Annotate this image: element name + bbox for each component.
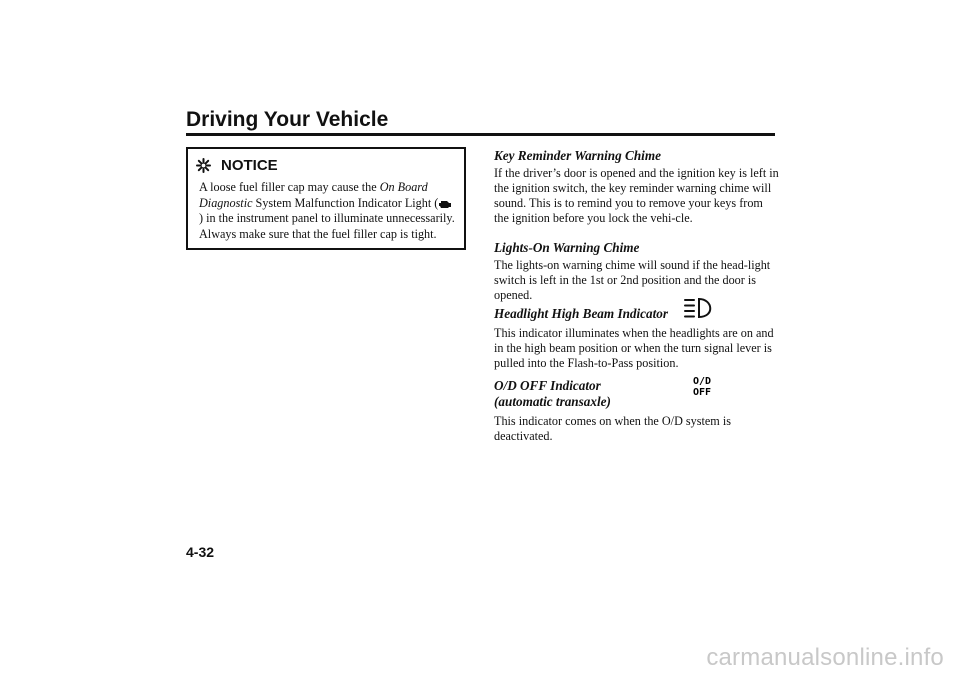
od-off-icon bbox=[692, 375, 712, 397]
notice-text-suffix: ) in the instrument panel to illuminate unnecessarily. Always make sure that the fuel filler cap is tight. bbox=[199, 211, 455, 241]
section-key-reminder bbox=[494, 148, 779, 226]
page-title: Driving Your Vehicle bbox=[186, 108, 389, 131]
notice-star-icon bbox=[196, 158, 211, 173]
notice-box bbox=[186, 147, 466, 250]
section-body: If the driver’s door is opened and the ignition key is left in the ignition switch, the key reminder warning chime will sound. This is to remind you to remove your keys from the ignition before you lock the vehi-cle. bbox=[494, 166, 779, 225]
section-body: This indicator comes on when the O/D system is deactivated. bbox=[494, 414, 731, 443]
high-beam-icon bbox=[683, 297, 717, 319]
notice-header bbox=[196, 157, 278, 174]
section-title-line1: O/D OFF Indicator bbox=[494, 378, 601, 393]
section-title-line2: (automatic transaxle) bbox=[494, 394, 611, 409]
od-icon-line1: O/D bbox=[693, 376, 712, 387]
notice-text-mid: System Malfunction Indicator Light ( bbox=[252, 195, 439, 210]
notice-body bbox=[199, 180, 457, 242]
section-title: Key Reminder Warning Chime bbox=[494, 148, 661, 163]
od-icon-line2: OFF bbox=[693, 387, 712, 397]
engine-icon bbox=[438, 199, 452, 209]
section-title: Lights-On Warning Chime bbox=[494, 240, 640, 255]
notice-text-prefix: A loose fuel filler cap may cause the bbox=[199, 180, 380, 194]
page-number: 4-32 bbox=[186, 544, 215, 560]
section-od-off bbox=[494, 378, 779, 444]
section-body: This indicator illuminates when the headlights are on and in the high beam position or when the turn signal lever is pulled into the Flash-to-Pass position. bbox=[494, 326, 774, 370]
section-lights-on bbox=[494, 240, 779, 303]
section-title: Headlight High Beam Indicator bbox=[494, 306, 669, 321]
section-body: The lights-on warning chime will sound if the head-light switch is left in the 1st or 2nd position and the door is opened. bbox=[494, 258, 771, 302]
notice-title: NOTICE bbox=[221, 157, 278, 174]
watermark: carmanualsonline.info bbox=[706, 644, 944, 671]
section-high-beam bbox=[494, 306, 779, 371]
notice-text-italic: On Board Diagnostic bbox=[199, 180, 428, 210]
title-rule bbox=[186, 133, 775, 136]
